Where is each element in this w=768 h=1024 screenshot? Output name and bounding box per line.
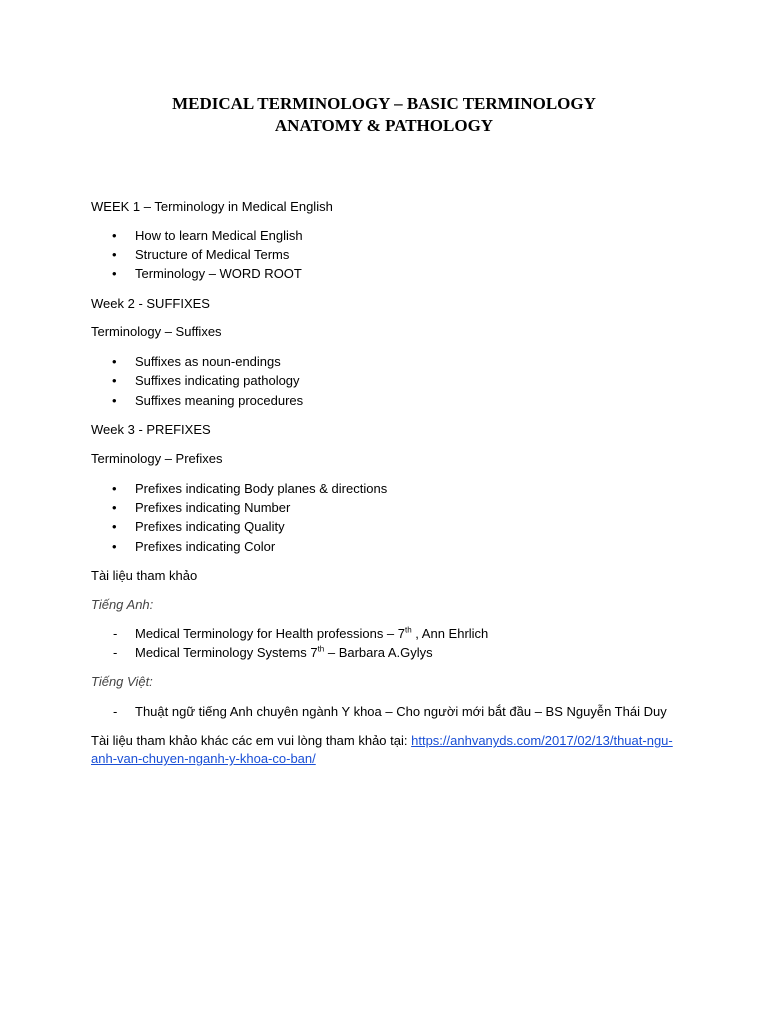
list-item: Prefixes indicating Body planes & directions (135, 481, 388, 496)
vietnamese-label: Tiếng Việt: (91, 674, 153, 689)
reference-link-continued-line (91, 750, 316, 768)
reference-text: Medical Terminology for Health professions – 7 (135, 626, 406, 641)
bullet-icon: • (112, 539, 117, 554)
week2-heading: Week 2 - SUFFIXES (91, 296, 210, 311)
reference-item (135, 625, 488, 643)
reference-link-continued[interactable]: anh-van-chuyen-nganh-y-khoa-co-ban/ (91, 751, 316, 766)
other-references-line (91, 732, 673, 750)
list-item: Suffixes meaning procedures (135, 393, 304, 408)
document-title-line2: ANATOMY & PATHOLOGY (274, 116, 494, 135)
list-item: Prefixes indicating Color (135, 539, 276, 554)
dash-icon: - (113, 704, 118, 719)
bullet-icon: • (112, 393, 117, 408)
reference-item: Thuật ngữ tiếng Anh chuyên ngành Y khoa – Cho người mới bắt đầu – BS Nguyễn Thái Duy (135, 704, 667, 719)
bullet-icon: • (112, 247, 117, 262)
list-item: Terminology – WORD ROOT (135, 266, 302, 281)
week3-heading: Week 3 - PREFIXES (91, 422, 211, 437)
bullet-icon: • (112, 481, 117, 496)
bullet-icon: • (112, 266, 117, 281)
reference-link[interactable]: https://anhvanyds.com/2017/02/13/thuat-ngu- (411, 733, 673, 748)
dash-icon: - (113, 626, 118, 641)
list-item: Prefixes indicating Quality (135, 519, 285, 534)
reference-superscript: th (405, 625, 412, 635)
reference-superscript: th (317, 644, 325, 654)
week2-subheading: Terminology – Suffixes (91, 324, 222, 339)
bullet-icon: • (112, 228, 117, 243)
reference-item (135, 644, 433, 662)
document-title-line1: MEDICAL TERMINOLOGY – BASIC TERMINOLOGY (172, 94, 596, 113)
list-item: Prefixes indicating Number (135, 500, 291, 515)
reference-text: Medical Terminology Systems 7 (135, 645, 318, 660)
bullet-icon: • (112, 354, 117, 369)
list-item: Suffixes as noun-endings (135, 354, 281, 369)
english-label: Tiếng Anh: (91, 597, 154, 612)
bullet-icon: • (112, 500, 117, 515)
bullet-icon: • (112, 373, 117, 388)
reference-author: , Ann Ehrlich (411, 626, 489, 641)
bullet-icon: • (112, 519, 117, 534)
reference-author: – Barbara A.Gylys (324, 645, 433, 660)
other-references-text: Tài liệu tham khảo khác các em vui lòng tham khảo tại: (91, 733, 412, 748)
list-item: How to learn Medical English (135, 228, 303, 243)
list-item: Structure of Medical Terms (135, 247, 290, 262)
dash-icon: - (113, 645, 118, 660)
references-heading: Tài liệu tham khảo (91, 568, 198, 583)
week1-heading: WEEK 1 – Terminology in Medical English (91, 199, 333, 214)
week3-subheading: Terminology – Prefixes (91, 451, 223, 466)
list-item: Suffixes indicating pathology (135, 373, 300, 388)
